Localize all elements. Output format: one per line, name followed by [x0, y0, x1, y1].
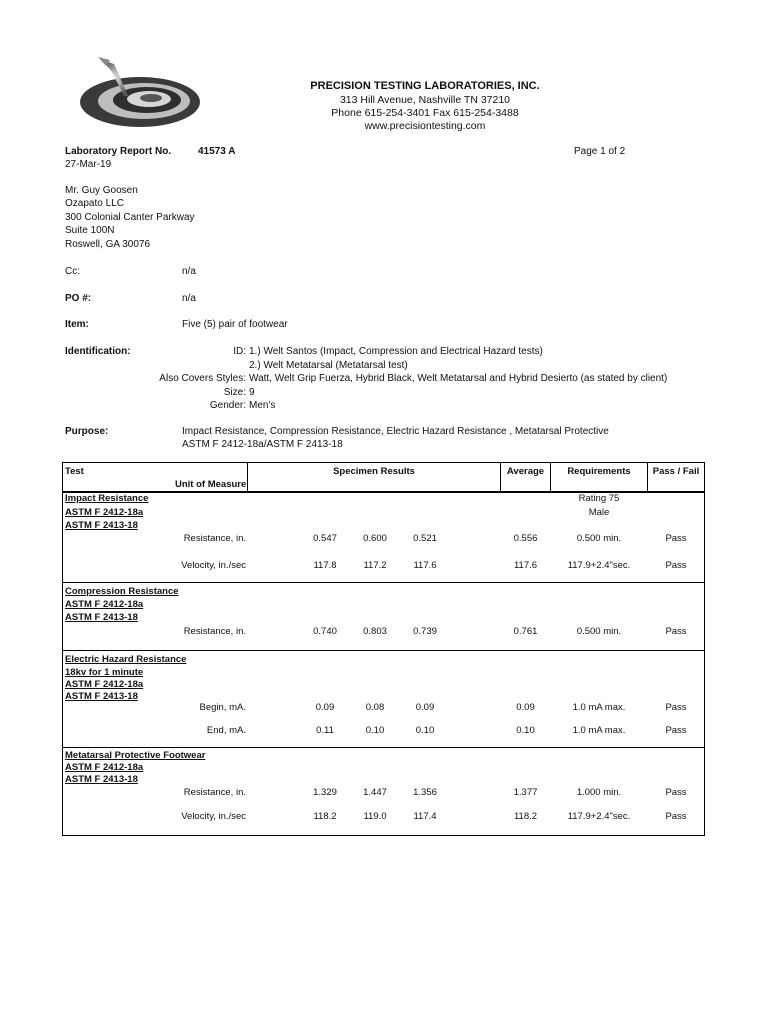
requirement-value: 1.0 mA max. — [572, 725, 626, 736]
company-logo — [62, 52, 202, 134]
pass-fail-value: Pass — [665, 725, 687, 736]
standard-label: ASTM F 2412-18a — [65, 679, 144, 690]
requirement-value: 1.000 min. — [576, 787, 622, 798]
cc-label: Cc: — [65, 266, 80, 277]
report-number: 41573 A — [198, 146, 236, 157]
size-key: Size: — [223, 387, 246, 398]
pass-fail-value: Pass — [665, 533, 687, 544]
company-phone: Phone 615-254-3401 Fax 615-254-3488 — [331, 107, 519, 119]
report-number-label: Laboratory Report No. — [65, 146, 172, 157]
item-value: Five (5) pair of footwear — [182, 319, 288, 330]
recipient-company: Ozapato LLC — [65, 198, 124, 209]
specimen-2: 117.2 — [363, 560, 387, 571]
average-value: 0.09 — [516, 702, 535, 713]
standard-label: ASTM F 2413-18 — [65, 520, 138, 531]
specimen-1: 117.8 — [313, 560, 337, 571]
header-test: Test — [65, 466, 84, 477]
unit-label: Resistance, in. — [183, 533, 246, 544]
gender-label: Male — [588, 507, 610, 518]
header-unit: Unit of Measure — [175, 479, 247, 490]
recipient-suite: Suite 100N — [65, 225, 115, 236]
unit-label: Begin, mA. — [199, 702, 246, 713]
styles-key: Also Covers Styles: — [159, 373, 246, 384]
specimen-3: 0.739 — [413, 626, 437, 637]
specimen-2: 0.10 — [365, 725, 385, 736]
specimen-3: 0.521 — [413, 533, 437, 544]
average-value: 0.761 — [513, 626, 538, 637]
id-value-2: 2.) Welt Metatarsal (Metatarsal test) — [249, 360, 408, 371]
section-title: Metatarsal Protective Footwear — [65, 750, 206, 761]
header-pass-fail: Pass / Fail — [652, 466, 700, 477]
average-value: 117.6 — [513, 560, 538, 571]
unit-label: Resistance, in. — [183, 787, 246, 798]
company-name: PRECISION TESTING LABORATORIES, INC. — [310, 80, 540, 92]
specimen-1: 118.2 — [313, 811, 337, 822]
specimen-1: 0.11 — [316, 725, 334, 736]
specimen-3: 0.09 — [415, 702, 435, 713]
id-value-1: 1.) Welt Santos (Impact, Compression and Electrical Hazard tests) — [249, 346, 543, 357]
specimen-1: 0.740 — [313, 626, 337, 637]
pass-fail-value: Pass — [665, 702, 687, 713]
section-title: Electric Hazard Resistance — [65, 654, 187, 665]
cc-value: n/a — [182, 266, 196, 277]
specimen-3: 0.10 — [415, 725, 435, 736]
styles-value: Watt, Welt Grip Fuerza, Hybrid Black, Welt Metatarsal and Hybrid Desierto (as stated by client) — [249, 373, 668, 384]
company-address: 313 Hill Avenue, Nashville TN 37210 — [339, 94, 511, 106]
item-label: Item: — [65, 319, 89, 330]
specimen-2: 0.08 — [365, 702, 385, 713]
standard-label: ASTM F 2413-18 — [65, 774, 138, 785]
section-title: Impact Resistance — [65, 493, 149, 504]
average-value: 0.10 — [516, 725, 535, 736]
page-indicator: Page 1 of 2 — [574, 146, 626, 157]
specimen-3: 117.6 — [413, 560, 437, 571]
size-value: 9 — [249, 387, 255, 398]
po-value: n/a — [182, 293, 196, 304]
unit-label: End, mA. — [206, 725, 246, 736]
purpose-line-1: Impact Resistance, Compression Resistance, Electric Hazard Resistance , Metatarsal Protective — [182, 426, 609, 437]
average-value: 0.556 — [513, 533, 538, 544]
identification-label: Identification: — [65, 346, 131, 357]
specimen-1: 0.09 — [315, 702, 335, 713]
unit-label: Velocity, in./sec — [181, 811, 246, 822]
pass-fail-value: Pass — [665, 560, 687, 571]
requirement-value: 1.0 mA max. — [572, 702, 626, 713]
standard-label: ASTM F 2412-18a — [65, 599, 144, 610]
rating-label: Rating 75 — [578, 493, 620, 504]
test-condition: 18kv for 1 minute — [65, 667, 144, 678]
requirement-value: 0.500 min. — [576, 533, 622, 544]
unit-label: Velocity, in./sec — [181, 560, 246, 571]
specimen-2: 119.0 — [363, 811, 387, 822]
id-key: ID: — [233, 346, 246, 357]
recipient-city: Roswell, GA 30076 — [65, 239, 151, 250]
average-value: 1.377 — [513, 787, 538, 798]
po-label: PO #: — [65, 293, 92, 304]
average-value: 118.2 — [513, 811, 538, 822]
standard-label: ASTM F 2413-18 — [65, 612, 138, 623]
unit-label: Resistance, in. — [183, 626, 246, 637]
pass-fail-value: Pass — [665, 811, 687, 822]
specimen-3: 117.4 — [413, 811, 437, 822]
purpose-line-2: ASTM F 2412-18a/ASTM F 2413-18 — [182, 439, 343, 450]
recipient-name: Mr. Guy Goosen — [65, 185, 138, 196]
header-average: Average — [506, 466, 545, 477]
specimen-2: 0.600 — [363, 533, 387, 544]
standard-label: ASTM F 2412-18a — [65, 507, 144, 518]
gender-value: Men's — [249, 400, 276, 411]
recipient-street: 300 Colonial Canter Parkway — [65, 212, 195, 223]
gender-key: Gender: — [209, 400, 246, 411]
requirement-value: 117.9+2.4"sec. — [567, 560, 631, 571]
specimen-2: 0.803 — [363, 626, 387, 637]
pass-fail-value: Pass — [665, 787, 687, 798]
purpose-label: Purpose: — [65, 426, 109, 437]
standard-label: ASTM F 2413-18 — [65, 691, 138, 702]
report-date: 27-Mar-19 — [65, 159, 112, 170]
standard-label: ASTM F 2412-18a — [65, 762, 144, 773]
company-website[interactable]: www.precisiontesting.com — [364, 120, 486, 132]
pass-fail-value: Pass — [665, 626, 687, 637]
specimen-1: 1.329 — [313, 787, 337, 798]
requirement-value: 0.500 min. — [576, 626, 622, 637]
requirement-value: 117.9+2.4"sec. — [567, 811, 631, 822]
specimen-1: 0.547 — [313, 533, 337, 544]
section-title: Compression Resistance — [65, 586, 179, 597]
specimen-3: 1.356 — [413, 787, 437, 798]
specimen-2: 1.447 — [363, 787, 387, 798]
header-requirements: Requirements — [567, 466, 631, 477]
header-specimen: Specimen Results — [333, 466, 415, 477]
